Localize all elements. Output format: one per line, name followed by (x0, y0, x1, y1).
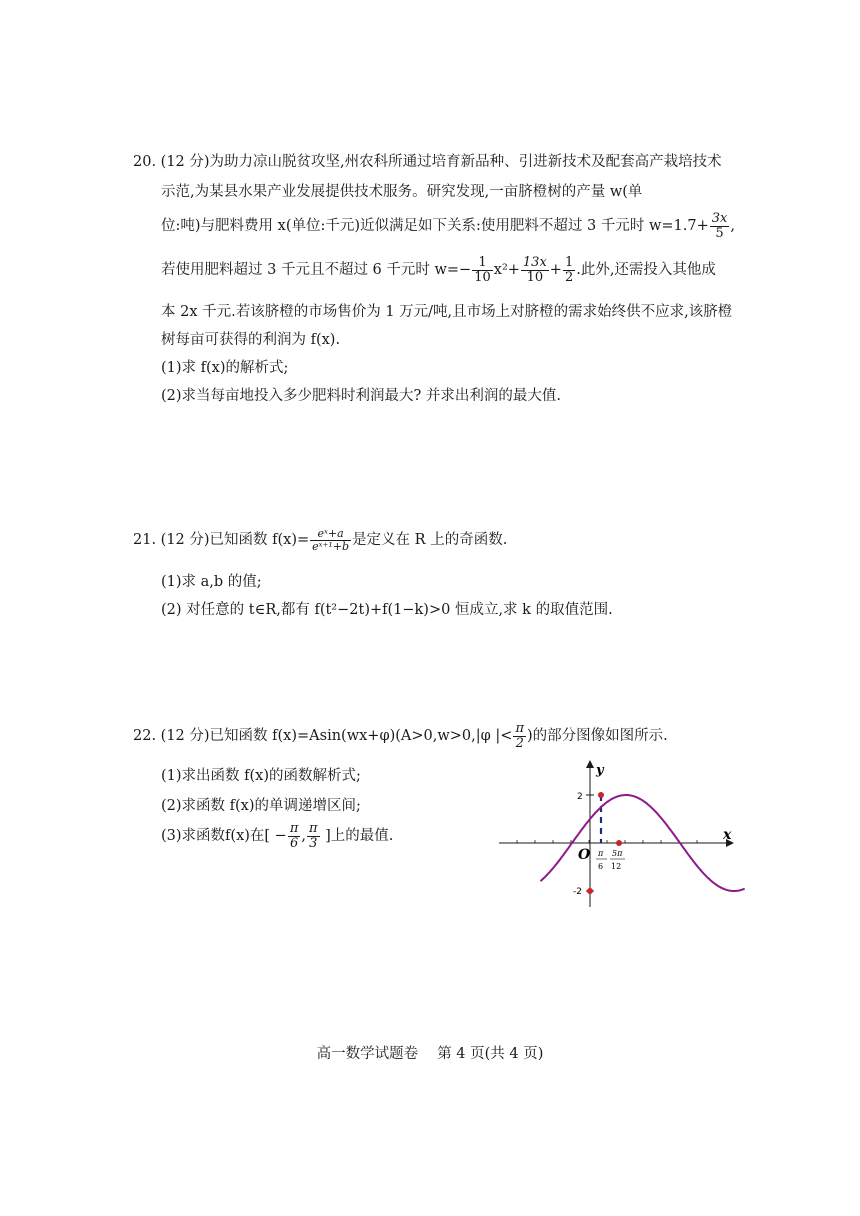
q21-subquestion-2: (2) 对任意的 t∈R,都有 f(t²−2t)+f(1−k)>0 恒成立,求 k 的取值范围. (161, 602, 613, 618)
zero-point (616, 840, 622, 846)
y-tick-top-label: 2 (577, 792, 583, 802)
q21-fraction: $\frac{\text{eˣ+a}}{\text{eˣ⁺¹+b}}$ (312, 527, 350, 553)
max-point (598, 792, 604, 798)
q20-line4: 若使用肥料超过 3 千元且不超过 6 千元时 w=− $\frac{1}{10}$ x²+ $\frac{13x}{10}$ + $\frac{1}{2}$ .此外,还需投入其他成 (161, 255, 716, 285)
q21-line1: 21. (12 分)已知函数 f(x)= $\frac{\text{eˣ+a}}{\text{eˣ⁺¹+b}}$ 是定义在 R 上的奇函数. (133, 527, 508, 553)
q20-fraction-1-2: $\frac{1}{2}$ (564, 255, 574, 285)
q22-line1: 22. (12 分)已知函数 f(x)=Asin(wx+φ)(A>0,w>0,|φ |< $\frac{\pi}{2}$ )的部分图像如图所示. (133, 721, 668, 751)
q20-line1 (133, 150, 722, 171)
x-tick1-num: π (598, 849, 604, 858)
q22-number: 22. (133, 728, 157, 745)
q20-line5: 本 2x 千元.若该脐橙的市场售价为 1 万元/吨,且市场上对脐橙的需求始终供不应求,该脐橙 (161, 304, 733, 320)
q22-fraction-pi-6: $\frac{\pi}{6}$ (289, 821, 299, 851)
x-axis-label: x (723, 827, 732, 843)
q21-subquestion-1: (1)求 a,b 的值; (161, 574, 262, 590)
q22-subquestion-3: (3)求函数f(x)在[ − $\frac{\pi}{6}$ , $\frac{\pi}{3}$ ]上的最值. (161, 821, 394, 851)
sine-graph (497, 757, 747, 909)
q22-subquestion-1: (1)求出函数 f(x)的函数解析式; (161, 768, 361, 784)
q20-line3: 位:吨)与肥料费用 x(单位:千元)近似满足如下关系:使用肥料不超过 3 千元时 w=1.7+ $\frac{3x}{5}$ , (161, 211, 735, 241)
q22-subquestion-2: (2)求函数 f(x)的单调递增区间; (161, 798, 361, 814)
q21-number: 21. (133, 532, 157, 549)
q20-line6: 树每亩可获得的利润为 f(x). (161, 332, 341, 348)
q20-score: (12 分) (160, 154, 210, 170)
q20-line2: 示范,为某县水果产业发展提供技术服务。研究发现,一亩脐橙树的产量 w(单 (161, 184, 643, 200)
min-point (587, 888, 593, 894)
q20-fraction-1-10: $\frac{1}{10}$ (474, 255, 491, 285)
q20-subquestion-1: (1)求 f(x)的解析式; (161, 360, 289, 376)
q22-fraction-pi-3: $\frac{\pi}{3}$ (308, 821, 318, 851)
x-tick1-den: 6 (598, 862, 604, 871)
page-footer: 高一数学试题卷 第 4 页(共 4 页) (316, 1046, 544, 1062)
q20-number: 20. (133, 154, 157, 170)
y-tick-bottom-label: -2 (573, 887, 582, 897)
x-tick2-num: 5π (612, 849, 623, 858)
q20-subquestion-2: (2)求当每亩地投入多少肥料时利润最大? 并求出利润的最大值. (161, 388, 562, 404)
q22-score: (12 分) (160, 728, 210, 745)
origin-label: O (578, 847, 591, 863)
q20-fraction-3x-5: $\frac{3x}{5}$ (711, 211, 728, 241)
x-tick2-den: 12 (611, 862, 622, 871)
q20-fraction-13x-10: $\frac{13x}{10}$ (522, 255, 547, 285)
y-axis-label: y (596, 763, 604, 778)
q21-score: (12 分) (160, 532, 210, 549)
q22-fraction-pi-2: $\frac{\pi}{2}$ (515, 721, 524, 751)
q20-text: 为助力凉山脱贫攻坚,州农科所通过培育新品种、引进新技术及配套高产栽培技术 (209, 154, 722, 170)
